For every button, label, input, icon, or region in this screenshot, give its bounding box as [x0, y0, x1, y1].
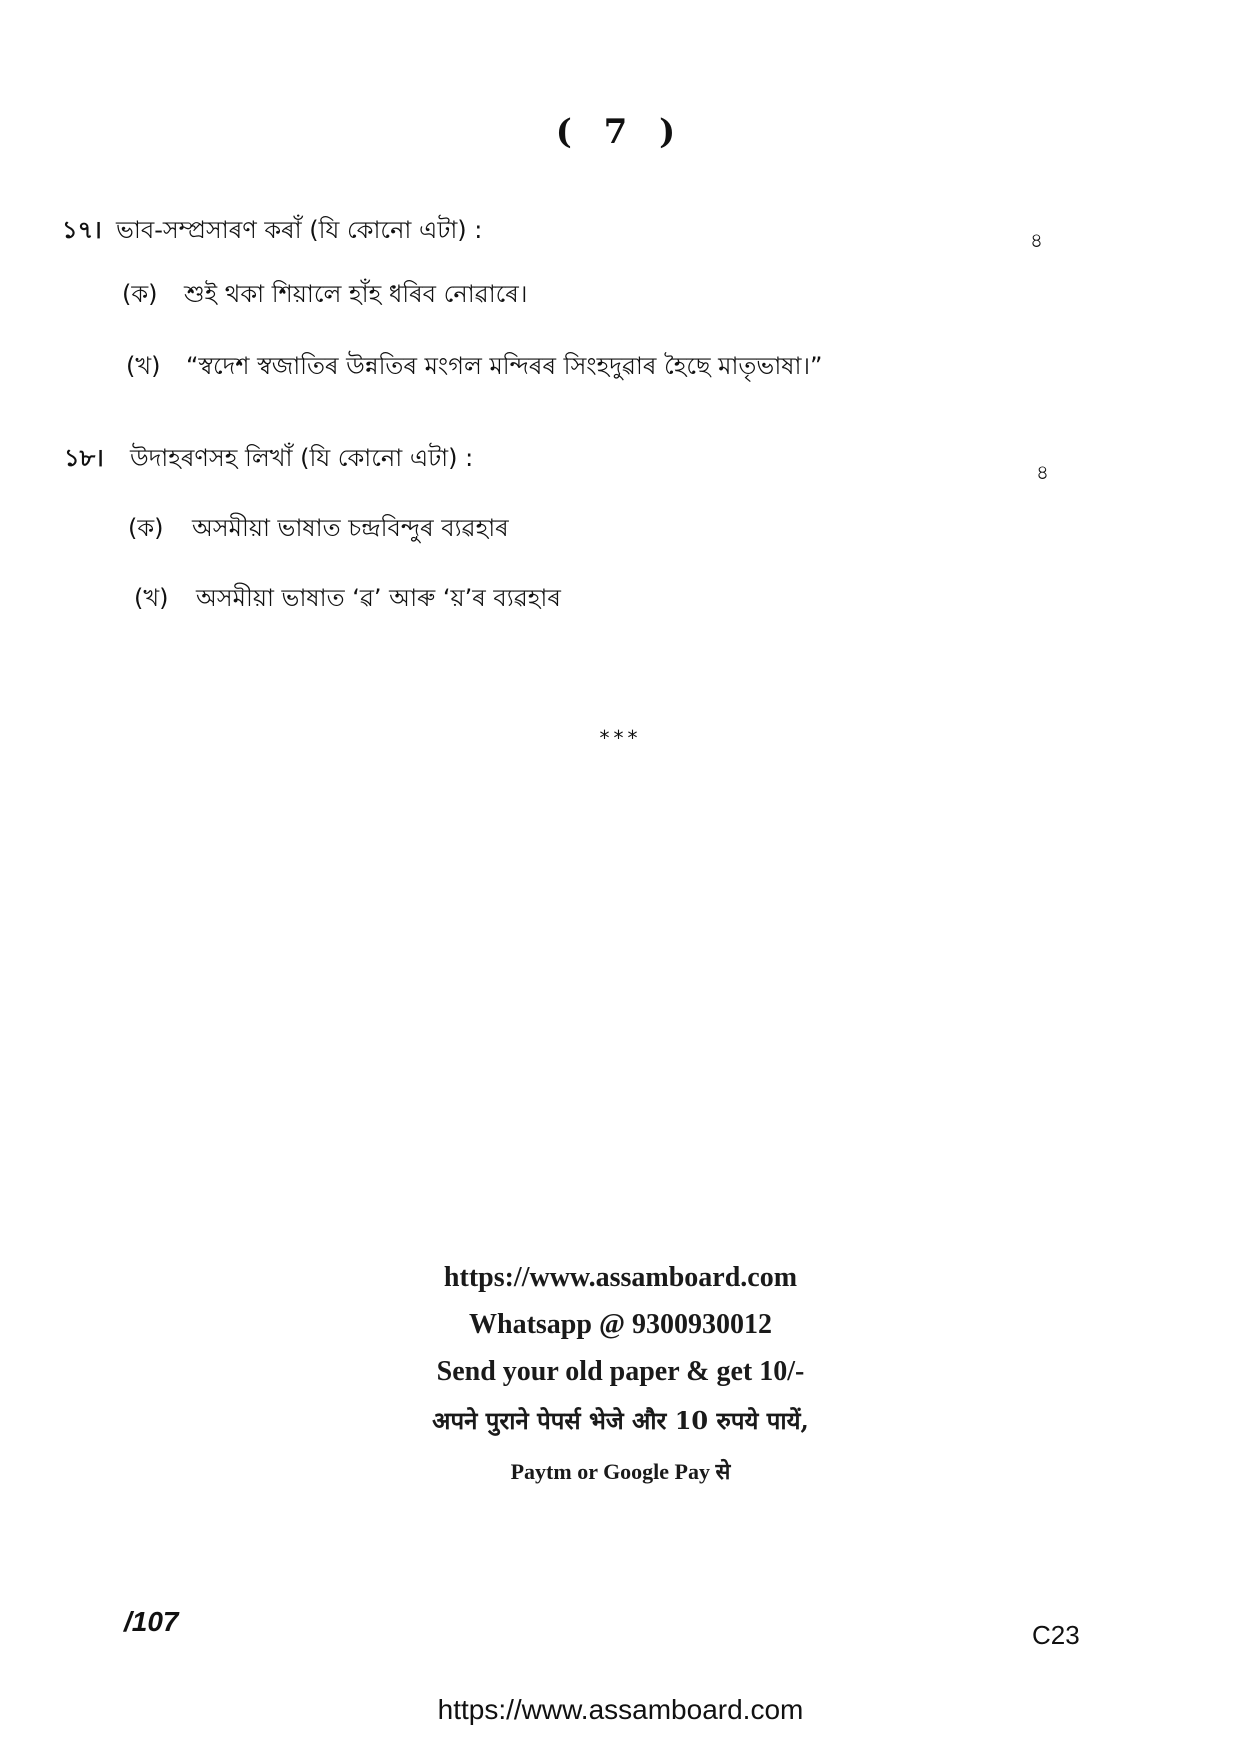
option-label: (ক)	[122, 280, 158, 308]
footer-payment: Paytm or Google Pay से	[510, 1459, 731, 1484]
option-text: অসমীয়া ভাষাত ‘ৱ’ আৰু ‘য়’ৰ ব্যৱহাৰ	[196, 584, 561, 612]
option-text: শুই থকা শিয়ালে হাঁহ ধৰিব নোৱাৰে।	[184, 280, 528, 308]
bottom-url[interactable]: https://www.assamboard.com	[437, 1694, 804, 1725]
footer-hindi-offer: अपने पुराने पेपर्स भेजे और 10 रुपये पायें,	[432, 1406, 809, 1435]
footer-url[interactable]: https://www.assamboard.com	[443, 1262, 798, 1293]
option-text: অসমীয়া ভাষাত চন্দ্ৰবিন্দুৰ ব্যৱহাৰ	[192, 514, 509, 542]
option-label: (ক)	[128, 514, 164, 542]
question-number: ১৮।	[64, 444, 104, 472]
question-number: ১৭।	[62, 216, 102, 244]
question-text: ভাব-সম্প্ৰসাৰণ কৰাঁ (যি কোনো এটা) :	[116, 216, 483, 244]
paper-code: /107	[124, 1606, 179, 1637]
end-marker: ***	[599, 726, 642, 750]
option-label: (খ)	[126, 352, 161, 380]
option-label: (খ)	[134, 584, 169, 612]
footer-offer: Send your old paper & get 10/-	[436, 1356, 805, 1387]
option-text: “স্বদেশ স্বজাতিৰ উন্নতিৰ মংগল মন্দিৰৰ সিংহদুৱাৰ হৈছে মাতৃভাষা।”	[186, 352, 823, 380]
marks: ৪	[1036, 460, 1049, 484]
marks: ৪	[1030, 228, 1043, 252]
question-text: উদাহৰণসহ লিখাঁ (যি কোনো এটা) :	[130, 444, 474, 472]
footer-whatsapp: Whatsapp @ 9300930012	[469, 1309, 772, 1340]
set-code: C23	[1032, 1620, 1080, 1650]
page-number: ( 7 )	[555, 112, 686, 152]
